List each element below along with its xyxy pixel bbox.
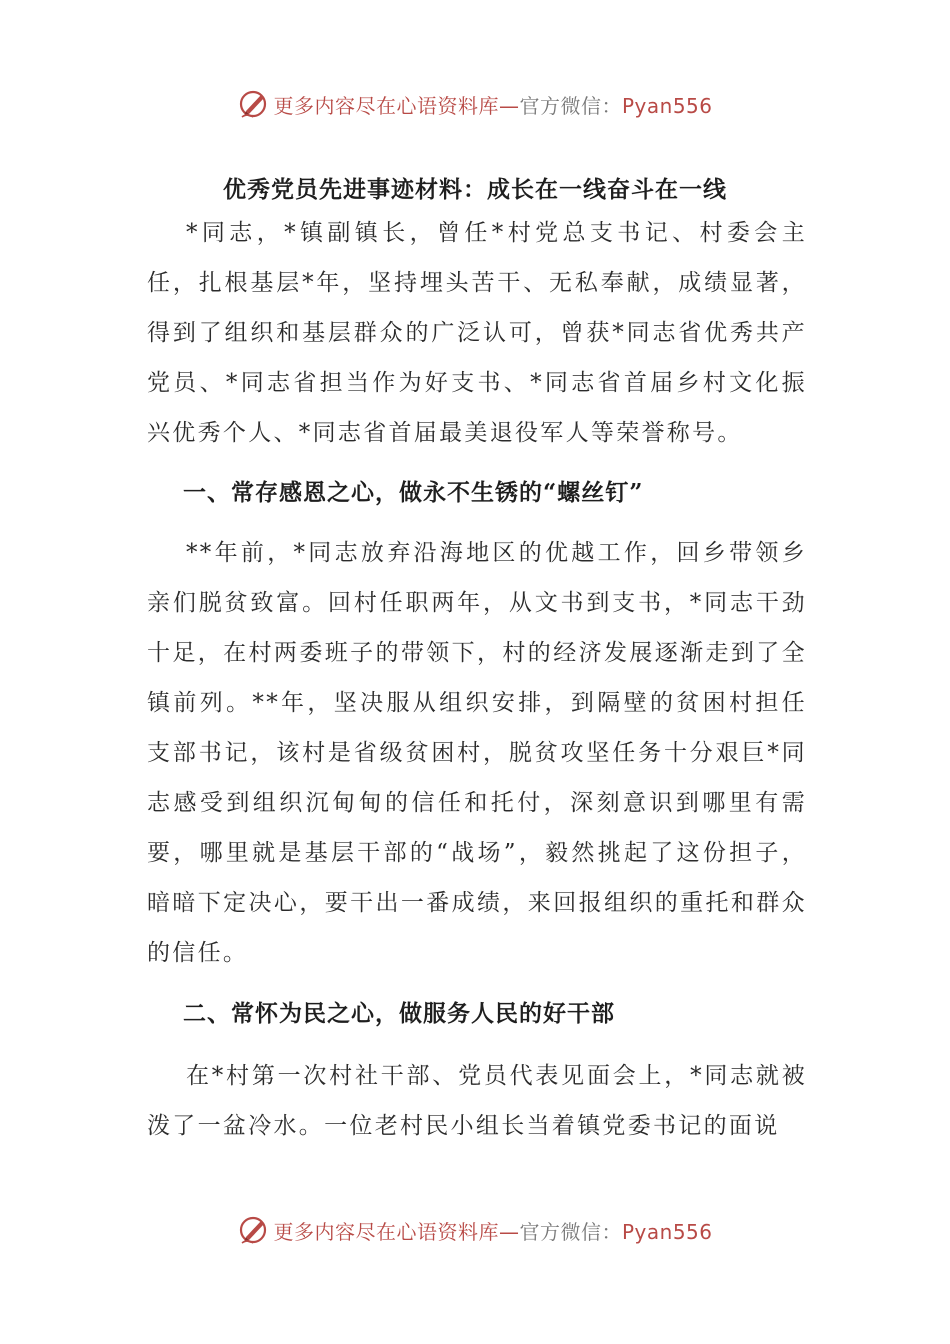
section-2-paragraph: 在*村第一次村社干部、党员代表见面会上，*同志就被泼了一盆冷水。一位老村民小组长当着镇党委书记的面说	[147, 1063, 807, 1139]
watermark-banner-bottom	[0, 1210, 950, 1250]
watermark-wechat-label: 官方微信：	[519, 1219, 622, 1244]
watermark-wechat-id: Pyan556	[621, 93, 713, 118]
document-title: 优秀党员先进事迹材料：成长在一线奋斗在一线	[223, 176, 727, 203]
watermark-wechat-id: Pyan556	[621, 1219, 713, 1244]
document-body	[147, 208, 807, 1151]
watermark-main: 更多内容尽在心语资料库—	[273, 1219, 520, 1244]
section-heading-1: 一、常存感恩之心，做永不生锈的“螺丝钉”	[183, 479, 644, 506]
watermark-banner-top	[0, 84, 950, 124]
watermark-text	[273, 90, 712, 119]
pen-logo-icon	[237, 1213, 271, 1247]
watermark-main: 更多内容尽在心语资料库—	[273, 93, 520, 118]
section-heading-2: 二、常怀为民之心，做服务人民的好干部	[183, 1000, 615, 1027]
watermark-wechat-label: 官方微信：	[519, 93, 622, 118]
pen-logo-icon	[237, 87, 271, 121]
watermark-text	[273, 1216, 712, 1245]
section-1-paragraph: **年前，*同志放弃沿海地区的优越工作，回乡带领乡亲们脱贫致富。回村任职两年，从文书到支书，*同志干劲十足，在村两委班子的带领下，村的经济发展逐渐走到了全镇前列。**年，坚决服从组织安排，到隔壁的贫困村担任支部书记，该村是省级贫困村，脱贫攻坚任务十分艰巨*同志感受到组织沉甸甸的信任和托付，深刻意识到哪里有需要，哪里就是基层干部的“战场”，毅然挑起了这份担子，暗暗下定决心，要干出一番成绩，来回报组织的重托和群众的信任。	[147, 540, 807, 966]
intro-paragraph: *同志，*镇副镇长，曾任*村党总支书记、村委会主任，扎根基层*年，坚持埋头苦干、无私奉献，成绩显著，得到了组织和基层群众的广泛认可，曾获*同志省优秀共产党员、*同志省担当作为好支书、*同志省首届乡村文化振兴优秀个人、*同志省首届最美退役军人等荣誉称号。	[147, 220, 807, 446]
